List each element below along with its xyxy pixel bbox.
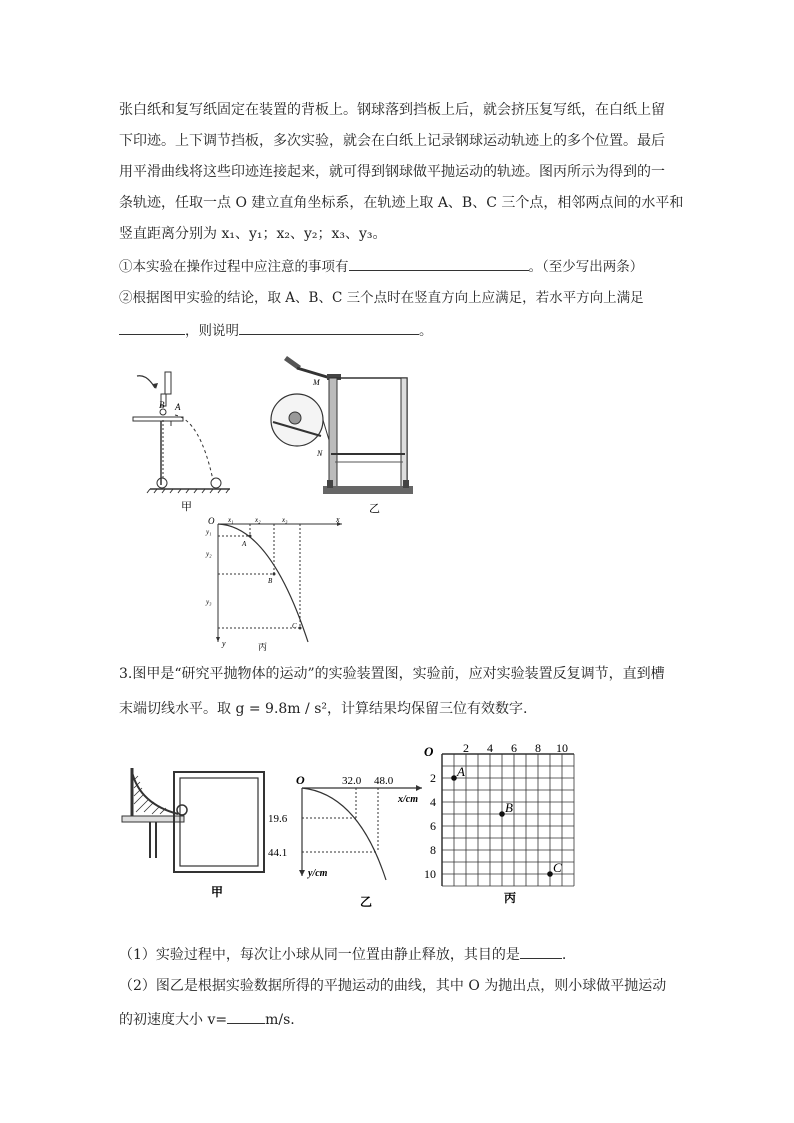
tick-y-8: 8 <box>430 843 436 857</box>
label-A: A <box>175 402 181 412</box>
answer-blank[interactable] <box>239 320 419 335</box>
tick-y3: y₃ <box>206 598 212 606</box>
sub-question-1-end: . <box>561 947 567 963</box>
question-1 <box>119 256 643 277</box>
tick-y1: y₁ <box>206 528 212 536</box>
label-N: N <box>317 449 323 458</box>
point-label-A: A <box>457 764 465 779</box>
point-A-label: A <box>242 540 247 548</box>
tick-x-4: 4 <box>487 741 493 755</box>
sub-question-2-line2 <box>119 1009 295 1030</box>
axis-origin: O <box>424 744 434 759</box>
answer-blank[interactable] <box>119 320 185 335</box>
point-A <box>451 775 457 781</box>
paragraph-line: 张白纸和复写纸固定在装置的背板上。钢球落到挡板上后，就会挤压复写纸，在白纸上留 <box>119 102 665 118</box>
sub-question-1 <box>119 944 566 965</box>
figure-yi-trajectory <box>268 770 433 910</box>
tick-x-32: 32.0 <box>342 775 362 787</box>
figure-caption: 乙 <box>369 503 380 515</box>
tick-x-6: 6 <box>511 741 517 755</box>
question-2-mid: ，则说明 <box>185 323 239 339</box>
tick-x-8: 8 <box>535 741 541 755</box>
figure-caption: 甲 <box>211 885 224 899</box>
point-label-C: C <box>553 860 562 875</box>
question-2-line2 <box>119 320 433 341</box>
grid-points <box>451 764 562 877</box>
point-C <box>547 871 553 877</box>
axis-y-label: y/cm <box>308 868 328 879</box>
figure-jia-apparatus-2 <box>118 760 273 905</box>
tick-x3: x₃ <box>282 516 288 524</box>
axis-x-label: x/cm <box>398 794 418 805</box>
figure-yi-apparatus <box>265 350 425 515</box>
axis-origin: O <box>296 773 305 787</box>
figure-bing-grid <box>422 740 617 910</box>
point-B <box>499 811 505 817</box>
answer-blank[interactable] <box>349 256 529 271</box>
tick-x-48: 48.0 <box>374 775 394 787</box>
axis-y-label: y <box>222 639 226 648</box>
question-1-tail: 。（至少写出两条） <box>528 259 644 275</box>
tick-y-19.6: 19.6 <box>268 813 288 825</box>
label-B: B <box>159 400 165 410</box>
point-label-B: B <box>505 800 513 815</box>
axis-origin: O <box>208 516 215 526</box>
tick-y-2: 2 <box>430 771 436 785</box>
tick-y-4: 4 <box>430 795 436 809</box>
tick-x2: x₂ <box>255 516 261 524</box>
tick-y-10: 10 <box>424 867 436 881</box>
sub-question-1-text: （1）实验过程中，每次让小球从同一位置由静止释放，其目的是 <box>119 947 520 963</box>
tick-y-6: 6 <box>430 819 436 833</box>
figure-bing-trajectory <box>200 512 350 652</box>
problem-3-line2: 末端切线水平。取 g = 9.8m / s²，计算结果均保留三位有效数字. <box>119 701 528 717</box>
paragraph-line: 用平滑曲线将这些印迹连接起来，就可得到钢球做平抛运动的轨迹。图丙所示为得到的一 <box>119 164 665 180</box>
point-B-label: B <box>268 577 273 585</box>
axis-x-label: x <box>336 515 340 524</box>
sub-question-2-text: 的初速度大小 v= <box>119 1012 228 1028</box>
label-M: M <box>313 378 320 387</box>
paragraph-line: 条轨迹，任取一点 O 建立直角坐标系，在轨迹上取 A、B、C 三个点，相邻两点间的水平和 <box>119 195 684 211</box>
tick-x1: x₁ <box>228 516 234 524</box>
figure-caption: 乙 <box>360 895 373 909</box>
tick-x-2: 2 <box>463 741 469 755</box>
paragraph-line: 下印迹。上下调节挡板，多次实验，就会在白纸上记录钢球运动轨迹上的多个位置。最后 <box>119 133 665 149</box>
sub-question-2-unit: m/s. <box>265 1012 295 1028</box>
figure-caption: 甲 <box>181 501 192 513</box>
question-2-line1: ②根据图甲实验的结论，取 A、B、C 三个点时在竖直方向上应满足，若水平方向上满足 <box>119 290 644 306</box>
figure-jia-apparatus <box>125 360 235 515</box>
point-C-label: C <box>292 622 297 630</box>
question-1-text: ①本实验在操作过程中应注意的事项有 <box>119 259 349 275</box>
tick-x-10: 10 <box>556 741 568 755</box>
figure-caption: 丙 <box>258 642 268 652</box>
sub-question-2-line1: （2）图乙是根据实验数据所得的平抛运动的曲线，其中 O 为抛出点，则小球做平抛运动 <box>119 978 667 994</box>
tick-y2: y₂ <box>206 550 212 558</box>
problem-3-line1: 3.图甲是“研究平抛物体的运动”的实验装置图，实验前，应对实验装置反复调节，直到槽 <box>119 666 665 682</box>
tick-y-44.1: 44.1 <box>268 847 288 859</box>
question-2-end: 。 <box>419 323 433 339</box>
answer-blank[interactable] <box>227 1009 265 1024</box>
answer-blank[interactable] <box>520 944 562 959</box>
figure-caption: 丙 <box>504 891 517 905</box>
paragraph-line: 竖直距离分别为 x₁、y₁；x₂、y₂；x₃、y₃。 <box>119 226 387 242</box>
